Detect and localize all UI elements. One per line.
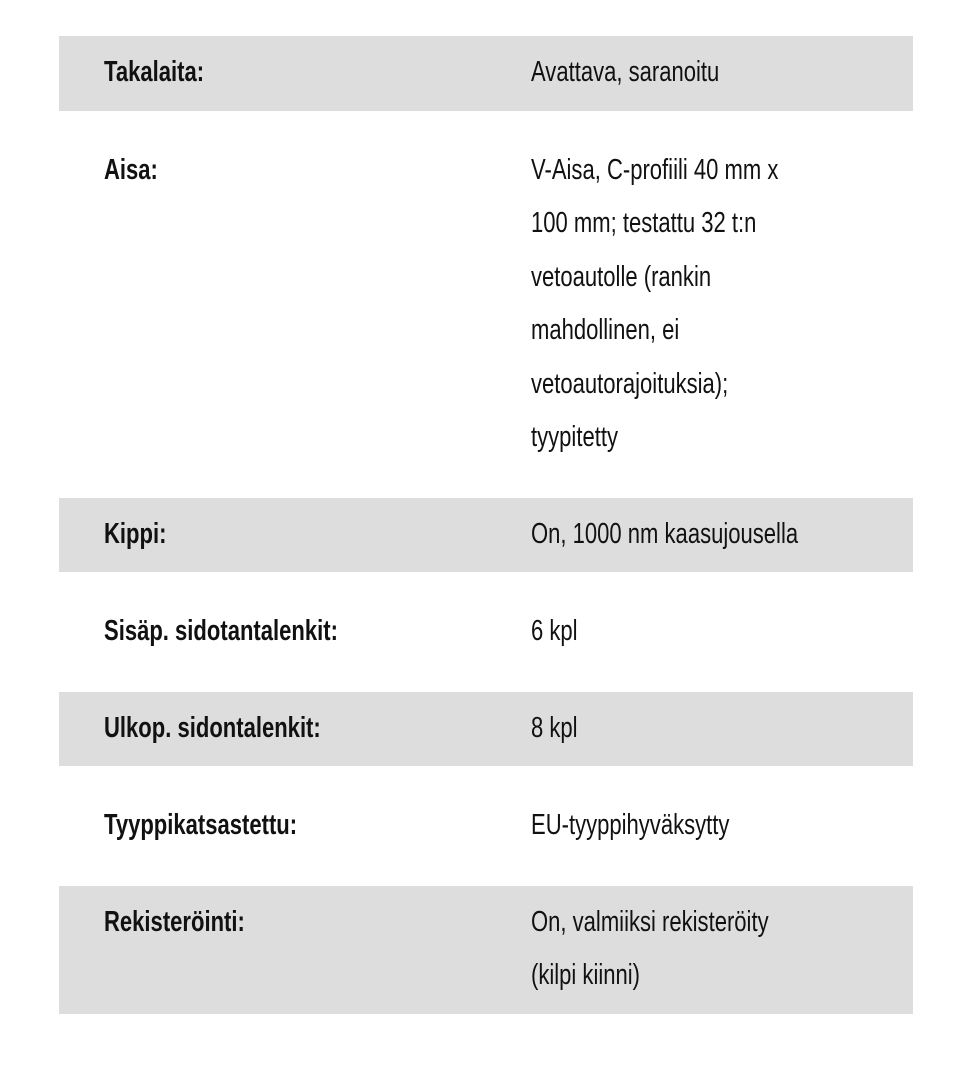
spec-label: Rekisteröinti: <box>104 905 245 938</box>
spec-label: Kippi: <box>104 517 167 550</box>
spec-value-line: tyypitetty <box>531 421 618 453</box>
spec-row <box>59 692 913 767</box>
spec-row <box>59 886 913 1014</box>
spec-row <box>59 111 913 498</box>
spec-row <box>59 766 913 886</box>
spec-value <box>531 799 729 853</box>
spec-label: Ulkop. sidontalenkit: <box>104 711 321 744</box>
spec-label: Tyyppikatsastettu: <box>104 809 298 841</box>
spec-value-line: V-Aisa, C-profiili 40 mm x <box>531 153 779 186</box>
spec-value-line: 8 kpl <box>531 711 578 744</box>
spec-label: Aisa: <box>104 153 158 186</box>
spec-value <box>531 144 778 465</box>
spec-value-line: On, 1000 nm kaasujousella <box>531 517 799 550</box>
spec-value-line: EU-tyyppihyväksytty <box>531 809 730 841</box>
spec-value-line: 6 kpl <box>531 615 578 647</box>
spec-table <box>59 36 913 1014</box>
spec-value <box>531 605 578 659</box>
spec-row <box>59 36 913 111</box>
spec-row <box>59 498 913 573</box>
spec-value-line: vetoautorajoituksia); <box>531 367 729 400</box>
spec-row <box>59 572 913 692</box>
spec-value-line: 100 mm; testattu 32 t:n <box>531 207 757 239</box>
spec-value-line: vetoautolle (rankin <box>531 260 712 293</box>
spec-label: Takalaita: <box>104 56 205 88</box>
spec-value <box>531 46 719 100</box>
spec-value <box>531 702 578 756</box>
spec-value <box>531 896 769 1003</box>
spec-label: Sisäp. sidotantalenkit: <box>104 615 338 647</box>
spec-value-line: On, valmiiksi rekisteröity <box>531 905 769 938</box>
spec-value-line: mahdollinen, ei <box>531 314 680 346</box>
spec-value-line: (kilpi kiinni) <box>531 959 641 991</box>
spec-value <box>531 508 798 562</box>
spec-value-line: Avattava, saranoitu <box>531 56 720 88</box>
